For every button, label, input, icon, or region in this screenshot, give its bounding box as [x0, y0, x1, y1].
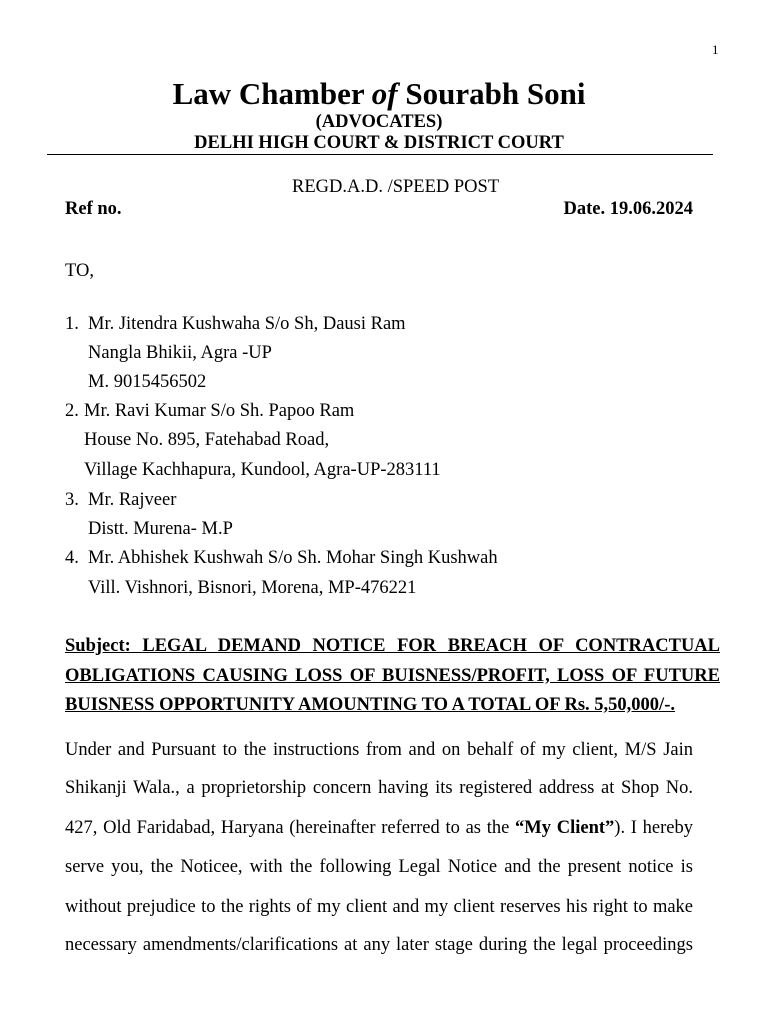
recipient-4-name: Mr. Abhishek Kushwah S/o Sh. Mohar Singh Kushwah	[88, 548, 498, 568]
ref-label: Ref no.	[65, 199, 122, 219]
date-label: Date.	[563, 199, 606, 219]
title-start: Law Chamber	[172, 76, 365, 111]
recipient-3-address-line: Distt. Murena- M.P	[88, 519, 233, 539]
subject-text: LEGAL DEMAND NOTICE FOR BREACH OF CONTRACTUAL	[142, 636, 721, 656]
addressee-heading: TO,	[65, 261, 94, 281]
body-line: necessary amendments/clarifications at any later stage during the legal proceedings	[65, 935, 693, 955]
recipient-4-address-line: Vill. Vishnori, Bisnori, Morena, MP-476221	[88, 578, 417, 598]
subject-line: BUISNESS OPPORTUNITY AMOUNTING TO A TOTAL OF Rs. 5,50,000/-.	[65, 695, 675, 715]
subject-line	[65, 634, 720, 658]
recipient-1-address-line: Nangla Bhikii, Agra -UP	[88, 343, 272, 363]
body-line: serve you, the Noticee, with the following Legal Notice and the present notice is	[65, 857, 693, 877]
date-value: 19.06.2024	[609, 199, 693, 219]
body-line	[65, 816, 693, 840]
body-line: Under and Pursuant to the instructions from and on behalf of my client, M/S Jain	[65, 740, 693, 760]
body-text: 427, Old Faridabad, Haryana (hereinafter referred to as the	[65, 818, 510, 838]
letterhead-designation: (ADVOCATES)	[315, 112, 443, 132]
recipient-3-name: Mr. Rajveer	[88, 490, 177, 510]
recipient-1-mobile: M. 9015456502	[88, 372, 207, 392]
recipient-3-number: 3.	[65, 490, 79, 510]
title-of: of	[371, 76, 398, 111]
recipient-1-number: 1.	[65, 314, 79, 334]
body-line: Shikanji Wala., a proprietorship concern having its registered address at Shop No.	[65, 778, 693, 798]
body-line: without prejudice to the rights of my client and my client reserves his right to make	[65, 897, 693, 917]
subject-label: Subject:	[65, 636, 131, 656]
recipient-2-address-line: House No. 895, Fatehabad Road,	[84, 430, 330, 450]
subject-line: OBLIGATIONS CAUSING LOSS OF BUISNESS/PROFIT, LOSS OF FUTURE	[65, 666, 720, 686]
recipient-2-address-line: Village Kachhapura, Kundool, Agra-UP-283111	[84, 460, 441, 480]
letterhead-courts: DELHI HIGH COURT & DISTRICT COURT	[194, 133, 564, 153]
title-end: Sourabh Soni	[405, 76, 586, 111]
recipient-2-name: Mr. Ravi Kumar S/o Sh. Papoo Ram	[84, 401, 355, 421]
recipient-2-number: 2.	[65, 401, 79, 421]
date-line	[564, 197, 693, 221]
recipient-1-name: Mr. Jitendra Kushwaha S/o Sh, Dausi Ram	[88, 314, 406, 334]
page-number: 1	[712, 42, 719, 57]
dispatch-mode: REGD.A.D. /SPEED POST	[292, 177, 500, 197]
defined-term-my-client: “My Client”	[515, 818, 615, 838]
header-divider	[47, 154, 713, 155]
body-text: ). I hereby	[614, 818, 693, 838]
recipient-4-number: 4.	[65, 548, 79, 568]
letterhead-title	[65, 76, 693, 112]
